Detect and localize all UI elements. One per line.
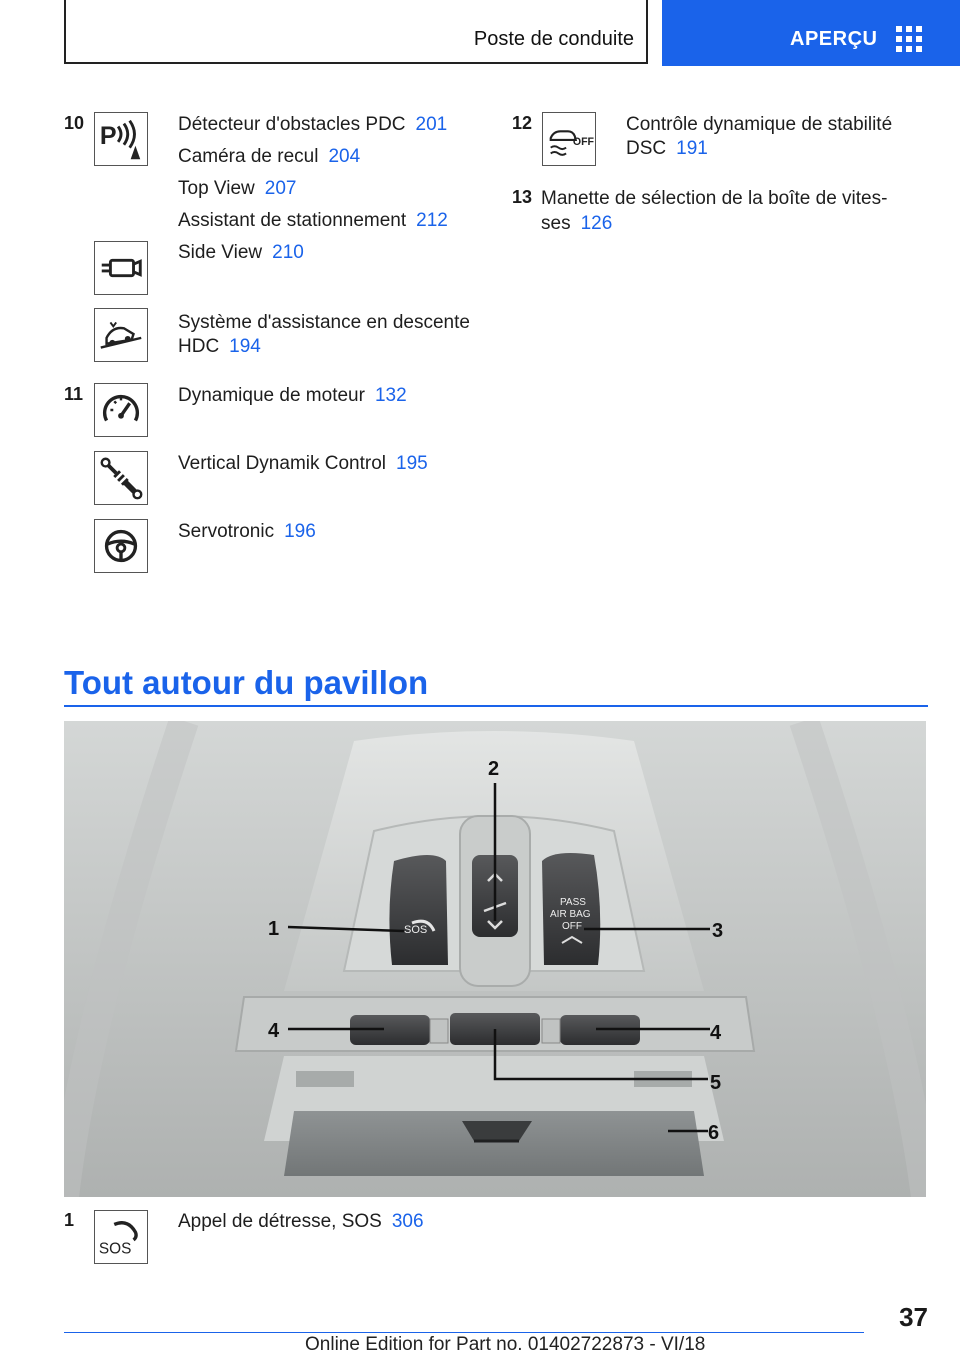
entry-item: Contrôle dynamique de stabilité bbox=[626, 114, 893, 135]
footer-rule bbox=[64, 1332, 864, 1333]
page-link[interactable]: 212 bbox=[416, 210, 448, 231]
photo-callout: 2 bbox=[488, 758, 500, 780]
legend-item: Appel de détresse, SOS 306 bbox=[178, 1211, 424, 1232]
svg-text:P: P bbox=[99, 121, 117, 150]
page-link[interactable]: 210 bbox=[272, 242, 304, 263]
entry-item: DSC 191 bbox=[626, 138, 708, 159]
entry-number: 12 bbox=[512, 113, 533, 133]
title-underline bbox=[64, 705, 928, 707]
page-number: 37 bbox=[899, 1302, 928, 1332]
overhead-console-photo bbox=[64, 721, 926, 1197]
sos-icon bbox=[94, 1210, 148, 1264]
page-link[interactable]: 201 bbox=[415, 114, 448, 135]
section-title: Tout autour du pavillon bbox=[64, 664, 429, 701]
photo-airbag-label: OFF bbox=[562, 921, 582, 932]
entry-item: ses 126 bbox=[541, 213, 613, 234]
photo-callout: 3 bbox=[712, 920, 724, 942]
entry-item: Système d'assistance en descente bbox=[178, 312, 470, 333]
sos-icon-text: SOS bbox=[98, 1240, 132, 1258]
footer-text: Online Edition for Part no. 01402722873 - VI/18 bbox=[305, 1334, 706, 1355]
entry-item: HDC 194 bbox=[178, 336, 261, 357]
photo-callout: 5 bbox=[710, 1072, 722, 1094]
page-header bbox=[0, 0, 960, 66]
entry-item: Servotronic 196 bbox=[178, 521, 316, 542]
hill-descent-icon bbox=[94, 308, 148, 362]
entry-number: 10 bbox=[64, 113, 85, 133]
photo-callout: 1 bbox=[268, 918, 280, 940]
entry-item: Dynamique de moteur 132 bbox=[178, 385, 407, 406]
header-tab-overview[interactable] bbox=[662, 0, 960, 66]
page-link[interactable]: 132 bbox=[374, 385, 407, 406]
photo-callout: 4 bbox=[268, 1020, 280, 1042]
entry-item: Side View 210 bbox=[178, 242, 304, 263]
page-link[interactable]: 126 bbox=[580, 213, 613, 234]
entry-number: 13 bbox=[512, 187, 533, 207]
entry-item: Top View 207 bbox=[178, 178, 297, 199]
shock-absorber-icon bbox=[94, 451, 148, 505]
page-link[interactable]: 196 bbox=[284, 521, 316, 542]
photo-airbag-label: PASS bbox=[560, 897, 586, 908]
legend-number: 1 bbox=[64, 1210, 75, 1230]
page-link[interactable]: 195 bbox=[396, 453, 428, 474]
page-link[interactable]: 194 bbox=[229, 336, 261, 357]
side-view-camera-icon bbox=[94, 241, 148, 295]
entry-number: 11 bbox=[64, 384, 84, 404]
page-link[interactable]: 207 bbox=[264, 178, 297, 199]
dsc-off-icon bbox=[542, 112, 596, 166]
photo-callout: 4 bbox=[710, 1022, 722, 1044]
header-tab-label: APERÇU bbox=[790, 28, 878, 50]
header-section-title: Poste de conduite bbox=[473, 28, 634, 50]
entry-item: Détecteur d'obstacles PDC 201 bbox=[178, 114, 448, 135]
photo-airbag-label: AIR BAG bbox=[550, 909, 591, 920]
pdc-icon bbox=[94, 112, 148, 166]
grid-icon bbox=[896, 26, 922, 52]
photo-callout: 6 bbox=[708, 1122, 720, 1144]
entry-item: Vertical Dynamik Control 195 bbox=[178, 453, 428, 474]
page-link[interactable]: 204 bbox=[328, 146, 361, 167]
page-link[interactable]: 306 bbox=[391, 1211, 424, 1232]
photo-sos-label: SOS bbox=[404, 924, 428, 936]
steering-wheel-icon bbox=[94, 519, 148, 573]
dsc-off-icon-text: OFF bbox=[572, 135, 595, 148]
entry-item: Caméra de recul 204 bbox=[178, 146, 361, 167]
entry-item: Manette de sélection de la boîte de vites- bbox=[541, 188, 888, 209]
speedometer-icon bbox=[94, 383, 148, 437]
page-link[interactable]: 191 bbox=[676, 138, 708, 159]
entry-item: Assistant de stationnement 212 bbox=[178, 210, 448, 231]
